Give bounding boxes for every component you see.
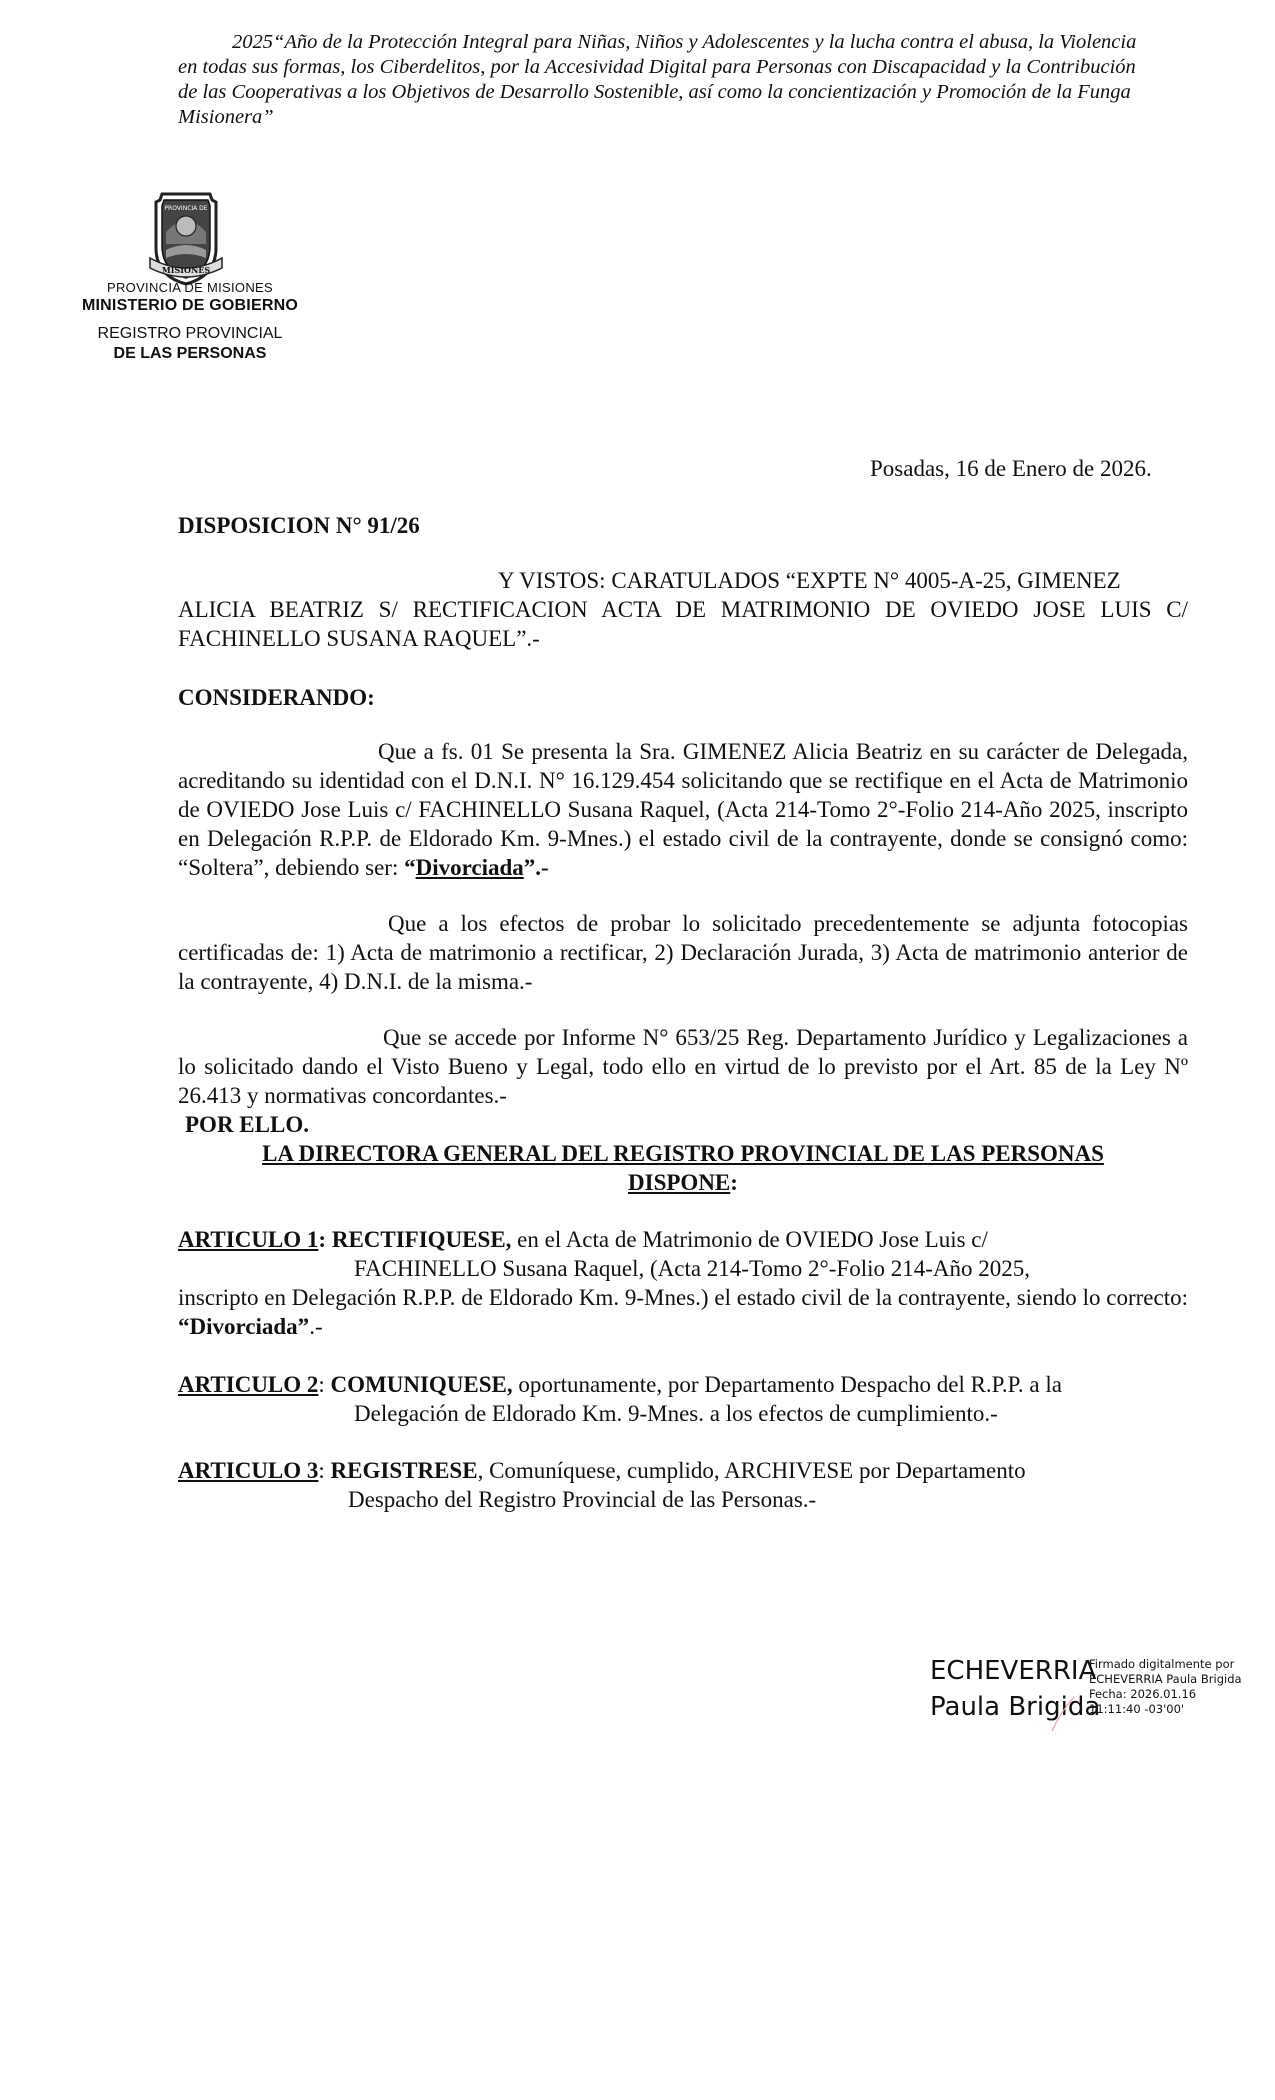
signature-detail-4: 11:11:40 -03'00' [1089, 1702, 1185, 1716]
por-ello: POR ELLO. [185, 1112, 309, 1137]
article-1-line2: FACHINELLO Susana Raquel, (Acta 214-Tomo 2°-Folio 214-Año 2025, [354, 1256, 1030, 1281]
document-date: Posadas, 16 de Enero de 2026. [870, 456, 1152, 481]
signature-name-line2: Paula Brigida [930, 1692, 1101, 1722]
article-1 [178, 1225, 1188, 1341]
article-2-label: ARTICULO 2 [178, 1372, 319, 1397]
digital-signature [930, 1653, 1250, 1753]
signature-mark-icon [1048, 1693, 1078, 1733]
vistos-rest: ALICIA BEATRIZ S/ RECTIFICACION ACTA DE MATRIMONIO DE OVIEDO JOSE LUIS C/ FACHINELLO SUSANA RAQUEL”.- [178, 597, 1188, 651]
directora-line2-wrap [178, 1168, 1188, 1197]
article-1-line1 [178, 1225, 1188, 1254]
article-3-line1 [178, 1456, 1188, 1485]
para1-quote-open: “ [404, 855, 416, 880]
vistos-line1: Y VISTOS: CARATULADOS “EXPTE N° 4005-A-25, GIMENEZ [498, 568, 1121, 593]
article-1-line1-rest: en el Acta de Matrimonio de OVIEDO Jose Luis c/ [511, 1227, 988, 1252]
article-1-verb: RECTIFIQUESE, [331, 1227, 512, 1252]
registry-line1: REGISTRO PROVINCIAL [97, 325, 283, 342]
signature-detail-3: Fecha: 2026.01.16 [1089, 1687, 1197, 1701]
article-1-emphasis: “Divorciada” [178, 1314, 310, 1339]
directora-line1: LA DIRECTORA GENERAL DEL REGISTRO PROVINCIAL DE LAS PERSONAS [262, 1141, 1104, 1166]
article-1-rest: inscripto en Delegación R.P.P. de Eldorado Km. 9-Mnes.) el estado civil de la contrayente, siendo lo correcto: [178, 1285, 1188, 1310]
signature-detail-1: Firmado digitalmente por [1089, 1657, 1235, 1671]
para1-emphasis: Divorciada [415, 855, 524, 880]
signature-detail-2: ECHEVERRIA Paula Brigida [1089, 1672, 1242, 1686]
para1-text: Que a fs. 01 Se presenta la Sra. GIMENEZ Alicia Beatriz en su carácter de Delegada, acreditando su identidad con el D.N.I. N° 16.129.454 solicitando que se rectifique en el Acta de Matrimonio de OVIEDO Jose Luis c/ FACHINELLO Susana Raquel, (Acta 214-Tomo 2°-Folio 214-Año 2025, inscripto en Delegación R.P.P. de Eldorado Km. 9-Mnes.) el estado civil de la contrayente, donde se consignó como: “Soltera”, debiendo ser: [178, 739, 1188, 880]
considerando-paragraph-2: Que a los efectos de probar lo solicitado precedentemente se adjunta fotocopias certificadas de: 1) Acta de matrimonio a rectificar, 2) Declaración Jurada, 3) Acta de matrimonio anterior de la contrayente, 4) D.N.I. de la misma.- [178, 911, 1188, 994]
vistos-block [178, 566, 1188, 653]
article-2-colon: : [318, 1372, 331, 1397]
article-3-line2: Despacho del Registro Provincial de las Personas.- [348, 1487, 817, 1512]
considerando-heading: CONSIDERANDO: [178, 685, 375, 710]
article-1-rest-block [178, 1283, 1188, 1341]
article-3-line1-rest: , Comuníquese, cumplido, ARCHIVESE por Departamento [477, 1458, 1026, 1483]
crest-text-bottom: MISIONES [161, 265, 211, 275]
article-2-line2: Delegación de Eldorado Km. 9-Mnes. a los efectos de cumplimiento.- [354, 1401, 998, 1426]
article-3-verb: REGISTRESE [330, 1458, 478, 1483]
article-1-label: ARTICULO 1 [178, 1227, 319, 1252]
registry-line2-a: DE LAS [113, 345, 173, 362]
directora-line2: DISPONE [628, 1170, 731, 1195]
province-name: PROVINCIA DE MISIONES [107, 280, 273, 295]
directora-colon: : [730, 1170, 738, 1195]
article-2-line1 [178, 1370, 1188, 1399]
signature-name-line1: ECHEVERRIA [930, 1656, 1097, 1686]
header-motto: 2025“Año de la Protección Integral para Niñas, Niños y Adolescentes y la lucha contra el abusa, la Violencia en todas sus formas, los Ciberdelitos, por la Accesividad Digital para Personas con Discapacidad y la Contribución de las Cooperativas a los Objetivos de Desarrollo Sostenible, así como la concientización y Promoción de la Funga Misionera” [178, 31, 1137, 128]
para1-quote-close: ”.- [523, 855, 549, 880]
registry-line2-b: PERSONAS [176, 345, 267, 362]
article-2-verb: COMUNIQUESE, [330, 1372, 513, 1397]
article-3-label: ARTICULO 3 [178, 1458, 319, 1483]
organization-block [40, 280, 340, 315]
considerando-paragraph-1 [178, 737, 1188, 882]
ministry-name: MINISTERIO DE GOBIERNO [82, 297, 298, 314]
crest-text-top: PROVINCIA DE [164, 205, 208, 212]
disposition-title: DISPOSICION N° 91/26 [178, 513, 420, 538]
registry-line2 [40, 344, 340, 364]
province-crest-icon [142, 188, 230, 286]
article-1-colon: : [318, 1227, 332, 1252]
article-2-line1-rest: oportunamente, por Departamento Despacho del R.P.P. a la [512, 1372, 1062, 1397]
article-3 [178, 1456, 1188, 1514]
article-1-end: .- [309, 1314, 323, 1339]
considerando-paragraph-3: Que se accede por Informe N° 653/25 Reg. Departamento Jurídico y Legalizaciones a lo solicitado dando el Visto Bueno y Legal, todo ello en virtud de lo previsto por el Art. 85 de la Ley Nº 26.413 y normativas concordantes.- [178, 1025, 1188, 1108]
article-2 [178, 1370, 1188, 1428]
registry-name [40, 324, 340, 364]
article-3-colon: : [318, 1458, 331, 1483]
signature-details [1089, 1657, 1242, 1717]
directora-heading [178, 1139, 1188, 1197]
